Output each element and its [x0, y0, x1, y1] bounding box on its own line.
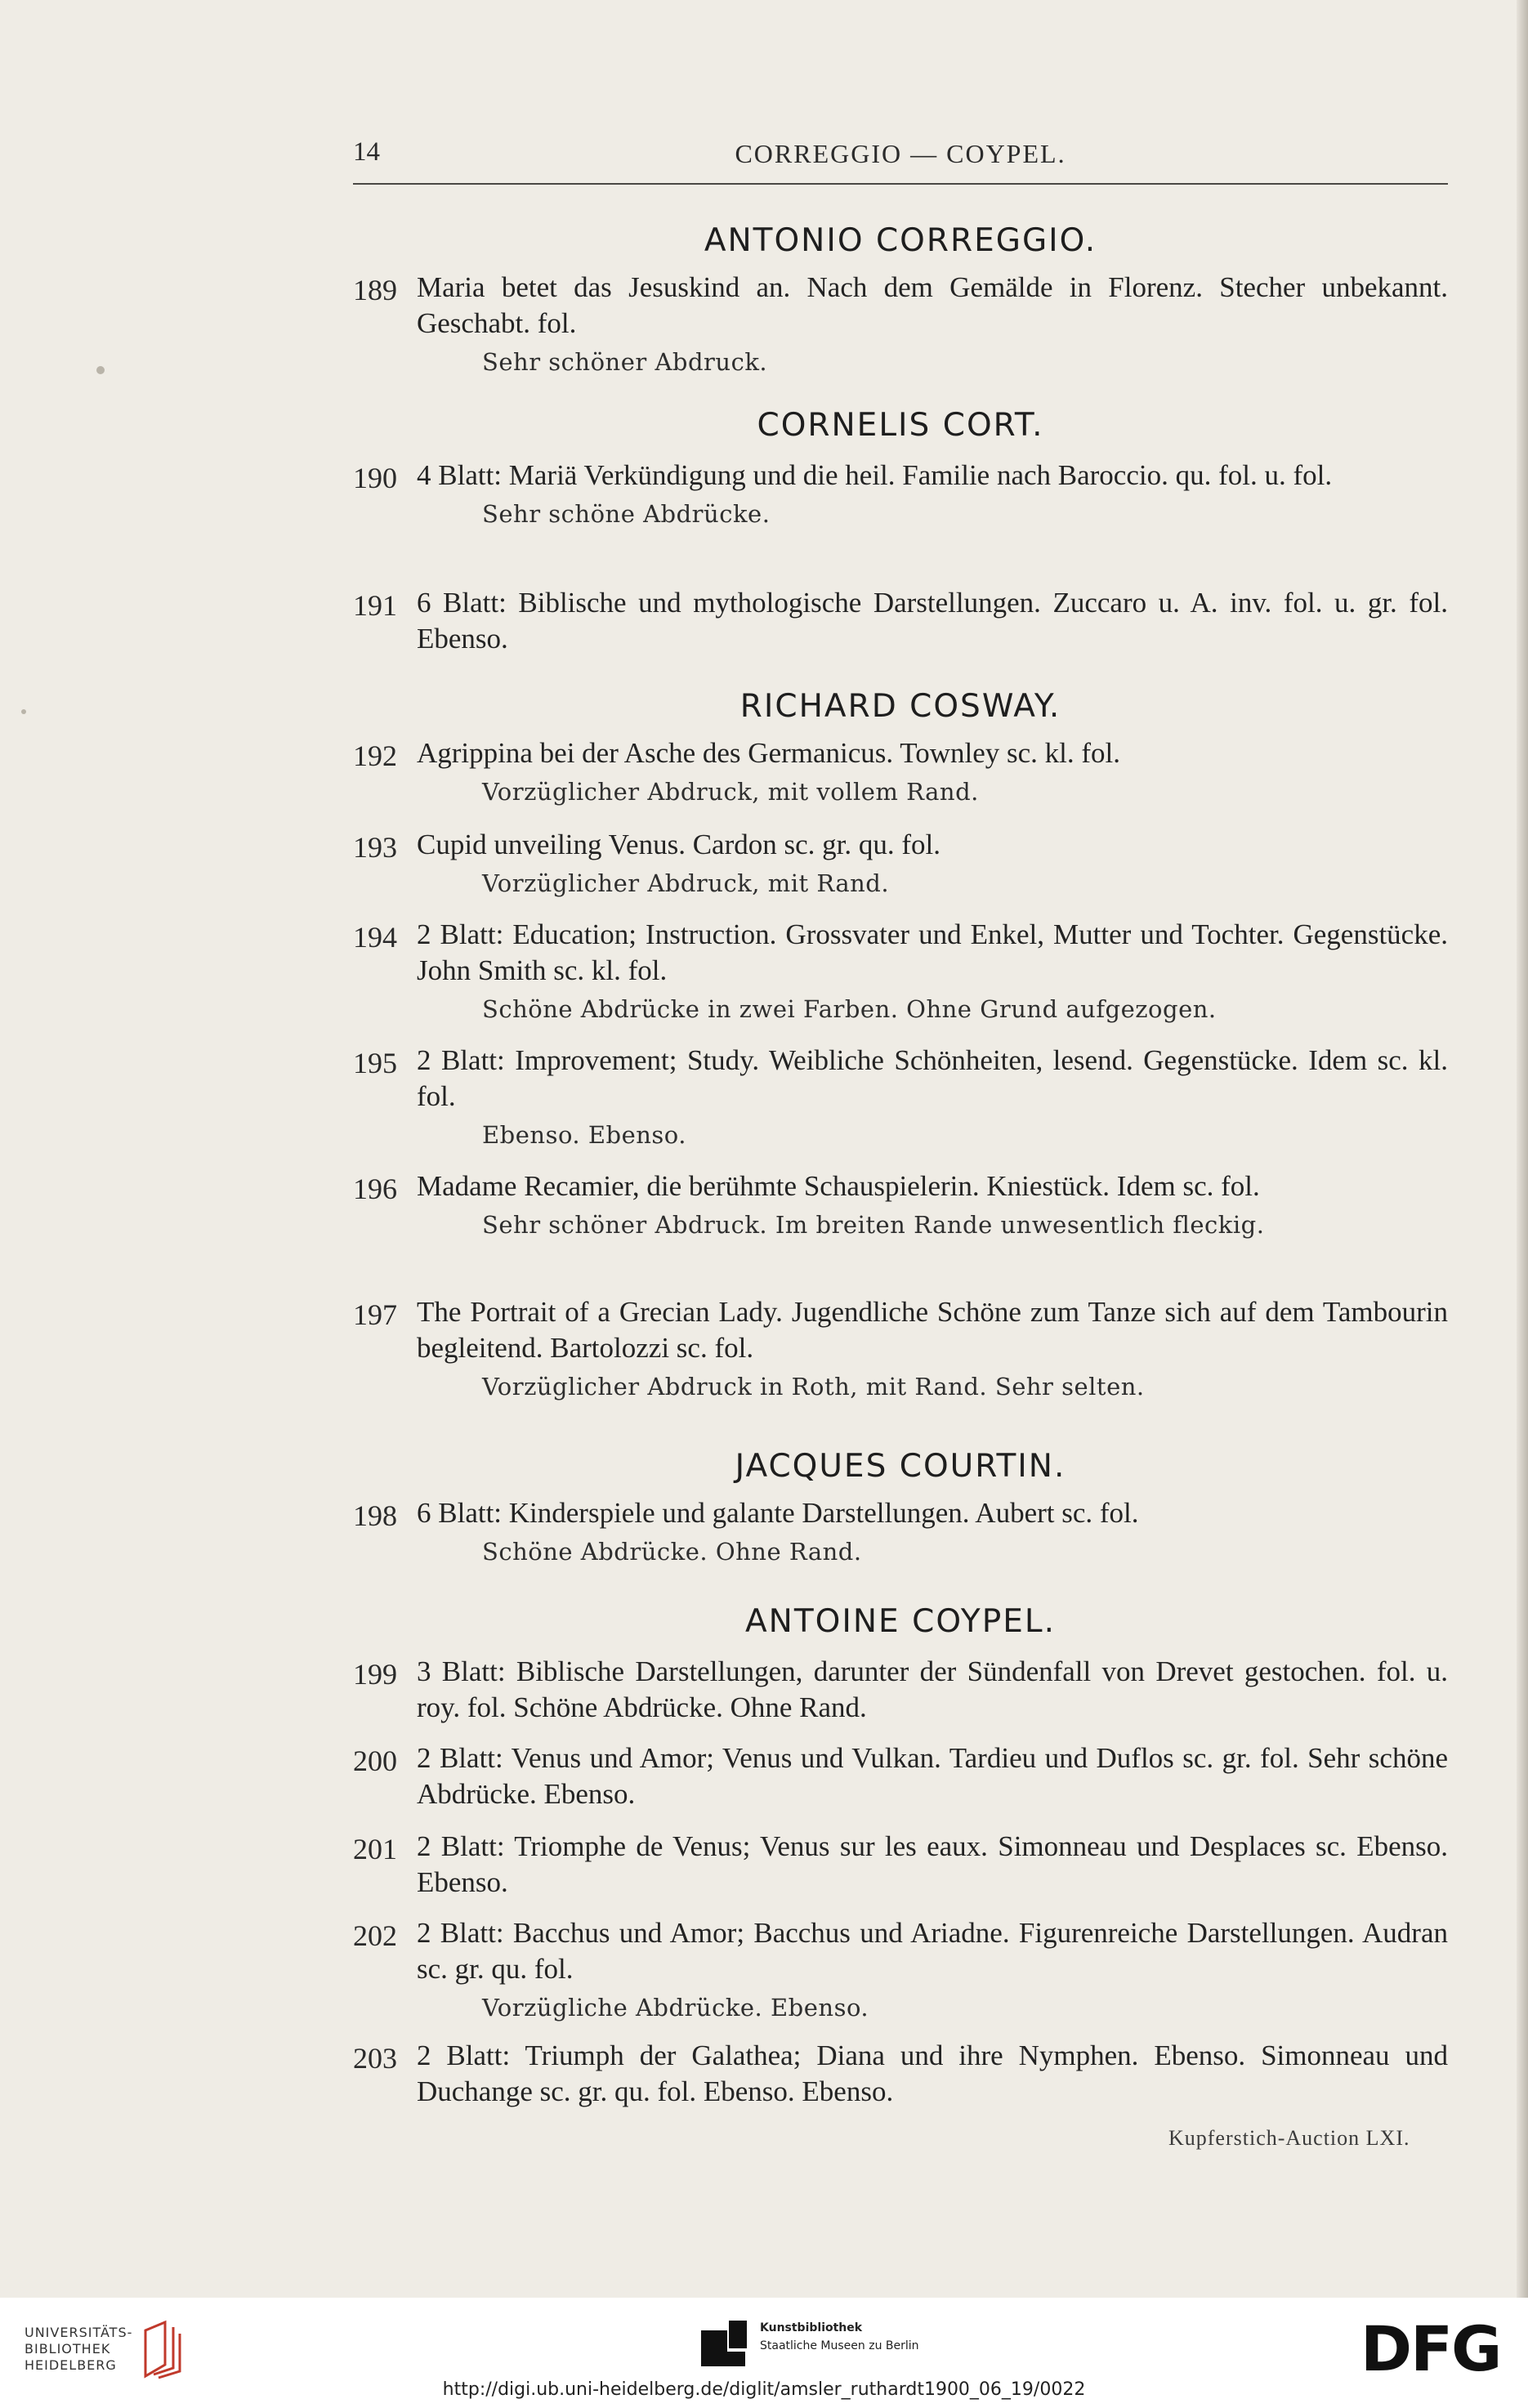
entry-number: 197 [353, 1298, 397, 1331]
catalog-entry [353, 458, 1448, 529]
artist-heading: ANTOINE COYPEL. [745, 1603, 1056, 1640]
catalog-entry [353, 827, 1448, 899]
entry-number: 198 [353, 1499, 397, 1532]
page-number: 14 [353, 137, 380, 167]
page-header [353, 137, 1448, 185]
entry-number: 202 [353, 1919, 397, 1952]
artist-heading: JACQUES COURTIN. [735, 1448, 1066, 1485]
paper-spot [96, 366, 105, 374]
entry-text: 6 Blatt: Kinderspiele und galante Darstellungen. Aubert sc. fol. [417, 1497, 1139, 1529]
entry-text: 2 Blatt: Venus und Amor; Venus und Vulkan. Tardieu und Duflos sc. gr. fol. Sehr schöne Abdrücke. Ebenso. [417, 1742, 1448, 1810]
entry-note: Schöne Abdrücke. Ohne Rand. [482, 1538, 862, 1566]
entry-text: 4 Blatt: Mariä Verkündigung und die heil. Familie nach Baroccio. qu. fol. u. fol. [417, 459, 1333, 491]
entry-text: 2 Blatt: Triomphe de Venus; Venus sur les eaux. Simonneau und Desplaces sc. Ebenso. Ebenso. [417, 1830, 1448, 1898]
entry-note: Ebenso. Ebenso. [482, 1121, 686, 1149]
catalog-entry [353, 585, 1448, 657]
entry-text: The Portrait of a Grecian Lady. Jugendliche Schöne zum Tanze sich auf dem Tambourin begleitend. Bartolozzi sc. fol. [417, 1296, 1448, 1364]
entry-note: Vorzüglicher Abdruck, mit vollem Rand. [482, 778, 979, 806]
entry-text: 3 Blatt: Biblische Darstellungen, darunter der Sündenfall von Drevet gestochen. fol. u. roy. fol. Schöne Abdrücke. Ohne Rand. [417, 1655, 1448, 1723]
entry-note: Vorzüglicher Abdruck, mit Rand. [482, 869, 890, 897]
entry-number: 194 [353, 921, 397, 954]
catalog-entry [353, 1654, 1448, 1726]
dfg-logo[interactable]: DFG [1360, 2312, 1501, 2385]
artist-heading: CORNELIS CORT. [757, 407, 1044, 444]
entry-number: 189 [353, 274, 397, 306]
entry-text: 2 Blatt: Improvement; Study. Weibliche Schönheiten, lesend. Gegenstücke. Idem sc. kl. fol. [417, 1044, 1448, 1112]
entry-note: Sehr schöner Abdruck. [482, 348, 768, 376]
entry-text: 2 Blatt: Education; Instruction. Grossvater und Enkel, Mutter und Tochter. Gegenstücke. John Smith sc. kl. fol. [417, 918, 1448, 986]
entry-note: Sehr schöner Abdruck. Im breiten Rande unwesentlich fleckig. [482, 1211, 1265, 1239]
entry-note: Schöne Abdrücke in zwei Farben. Ohne Grund aufgezogen. [482, 995, 1217, 1023]
catalog-entry [353, 1294, 1448, 1402]
catalog-entry [353, 1915, 1448, 2023]
permalink-url[interactable]: http://digi.ub.uni-heidelberg.de/diglit/amsler_ruthardt1900_06_19/0022 [442, 2379, 1086, 2400]
paper-spot [21, 709, 26, 714]
entry-text: Maria betet das Jesuskind an. Nach dem Gemälde in Florenz. Stecher unbekannt. Geschabt. fol. [417, 271, 1448, 339]
artist-heading: RICHARD COSWAY. [739, 688, 1061, 725]
entry-note: Vorzügliche Abdrücke. Ebenso. [482, 1994, 869, 2022]
entry-number: 193 [353, 831, 397, 864]
entry-text: 6 Blatt: Biblische und mythologische Darstellungen. Zuccaro u. A. inv. fol. u. gr. fol. Ebenso. [417, 587, 1448, 654]
catalog-entry [353, 917, 1448, 1025]
catalog-entry [353, 1043, 1448, 1150]
entry-number: 201 [353, 1833, 397, 1865]
catalog-entry [353, 1829, 1448, 1901]
entry-number: 200 [353, 1745, 397, 1777]
library-name: UNIVERSITÄTS- BIBLIOTHEK HEIDELBERG [25, 2325, 133, 2373]
page-edge [1517, 0, 1528, 2298]
kb-title: Kunstbibliothek [760, 2321, 863, 2334]
entry-note: Sehr schöne Abdrücke. [482, 500, 771, 528]
entry-number: 192 [353, 739, 397, 772]
entry-number: 190 [353, 462, 397, 494]
catalog-entry [353, 1495, 1448, 1567]
catalog-entry [353, 735, 1448, 807]
entry-text: 2 Blatt: Triumph der Galathea; Diana und ihre Nymphen. Ebenso. Simonneau und Duchange sc. gr. qu. fol. Ebenso. Ebenso. [417, 2039, 1448, 2107]
catalog-entry [353, 1168, 1448, 1240]
entry-text: Cupid unveiling Venus. Cardon sc. gr. qu. fol. [417, 829, 940, 860]
entry-number: 195 [353, 1047, 397, 1079]
entry-number: 199 [353, 1658, 397, 1691]
catalog-entry [353, 2038, 1448, 2110]
signature-line: Kupferstich-Auction LXI. [1168, 2126, 1410, 2150]
entry-text: Agrippina bei der Asche des Germanicus. Townley sc. kl. fol. [417, 737, 1121, 769]
kunstbibliothek-logo-icon[interactable] [699, 2319, 748, 2371]
entry-number: 196 [353, 1173, 397, 1205]
kunstbibliothek-label [760, 2319, 919, 2355]
entry-number: 191 [353, 589, 397, 622]
library-logo-icon[interactable] [141, 2319, 185, 2383]
entry-number: 203 [353, 2042, 397, 2075]
artist-heading: ANTONIO CORREGGIO. [704, 222, 1097, 259]
entry-note: Vorzüglicher Abdruck in Roth, mit Rand. Sehr selten. [482, 1373, 1145, 1401]
kb-subtitle: Staatliche Museen zu Berlin [760, 2339, 919, 2352]
catalog-entry [353, 1740, 1448, 1812]
entry-text: 2 Blatt: Bacchus und Amor; Bacchus und Ariadne. Figurenreiche Darstellungen. Audran sc. gr. qu. fol. [417, 1917, 1448, 1985]
entry-text: Madame Recamier, die berühmte Schauspielerin. Kniestück. Idem sc. fol. [417, 1170, 1260, 1202]
running-title: CORREGGIO — COYPEL. [735, 139, 1066, 168]
catalog-entry [353, 270, 1448, 378]
